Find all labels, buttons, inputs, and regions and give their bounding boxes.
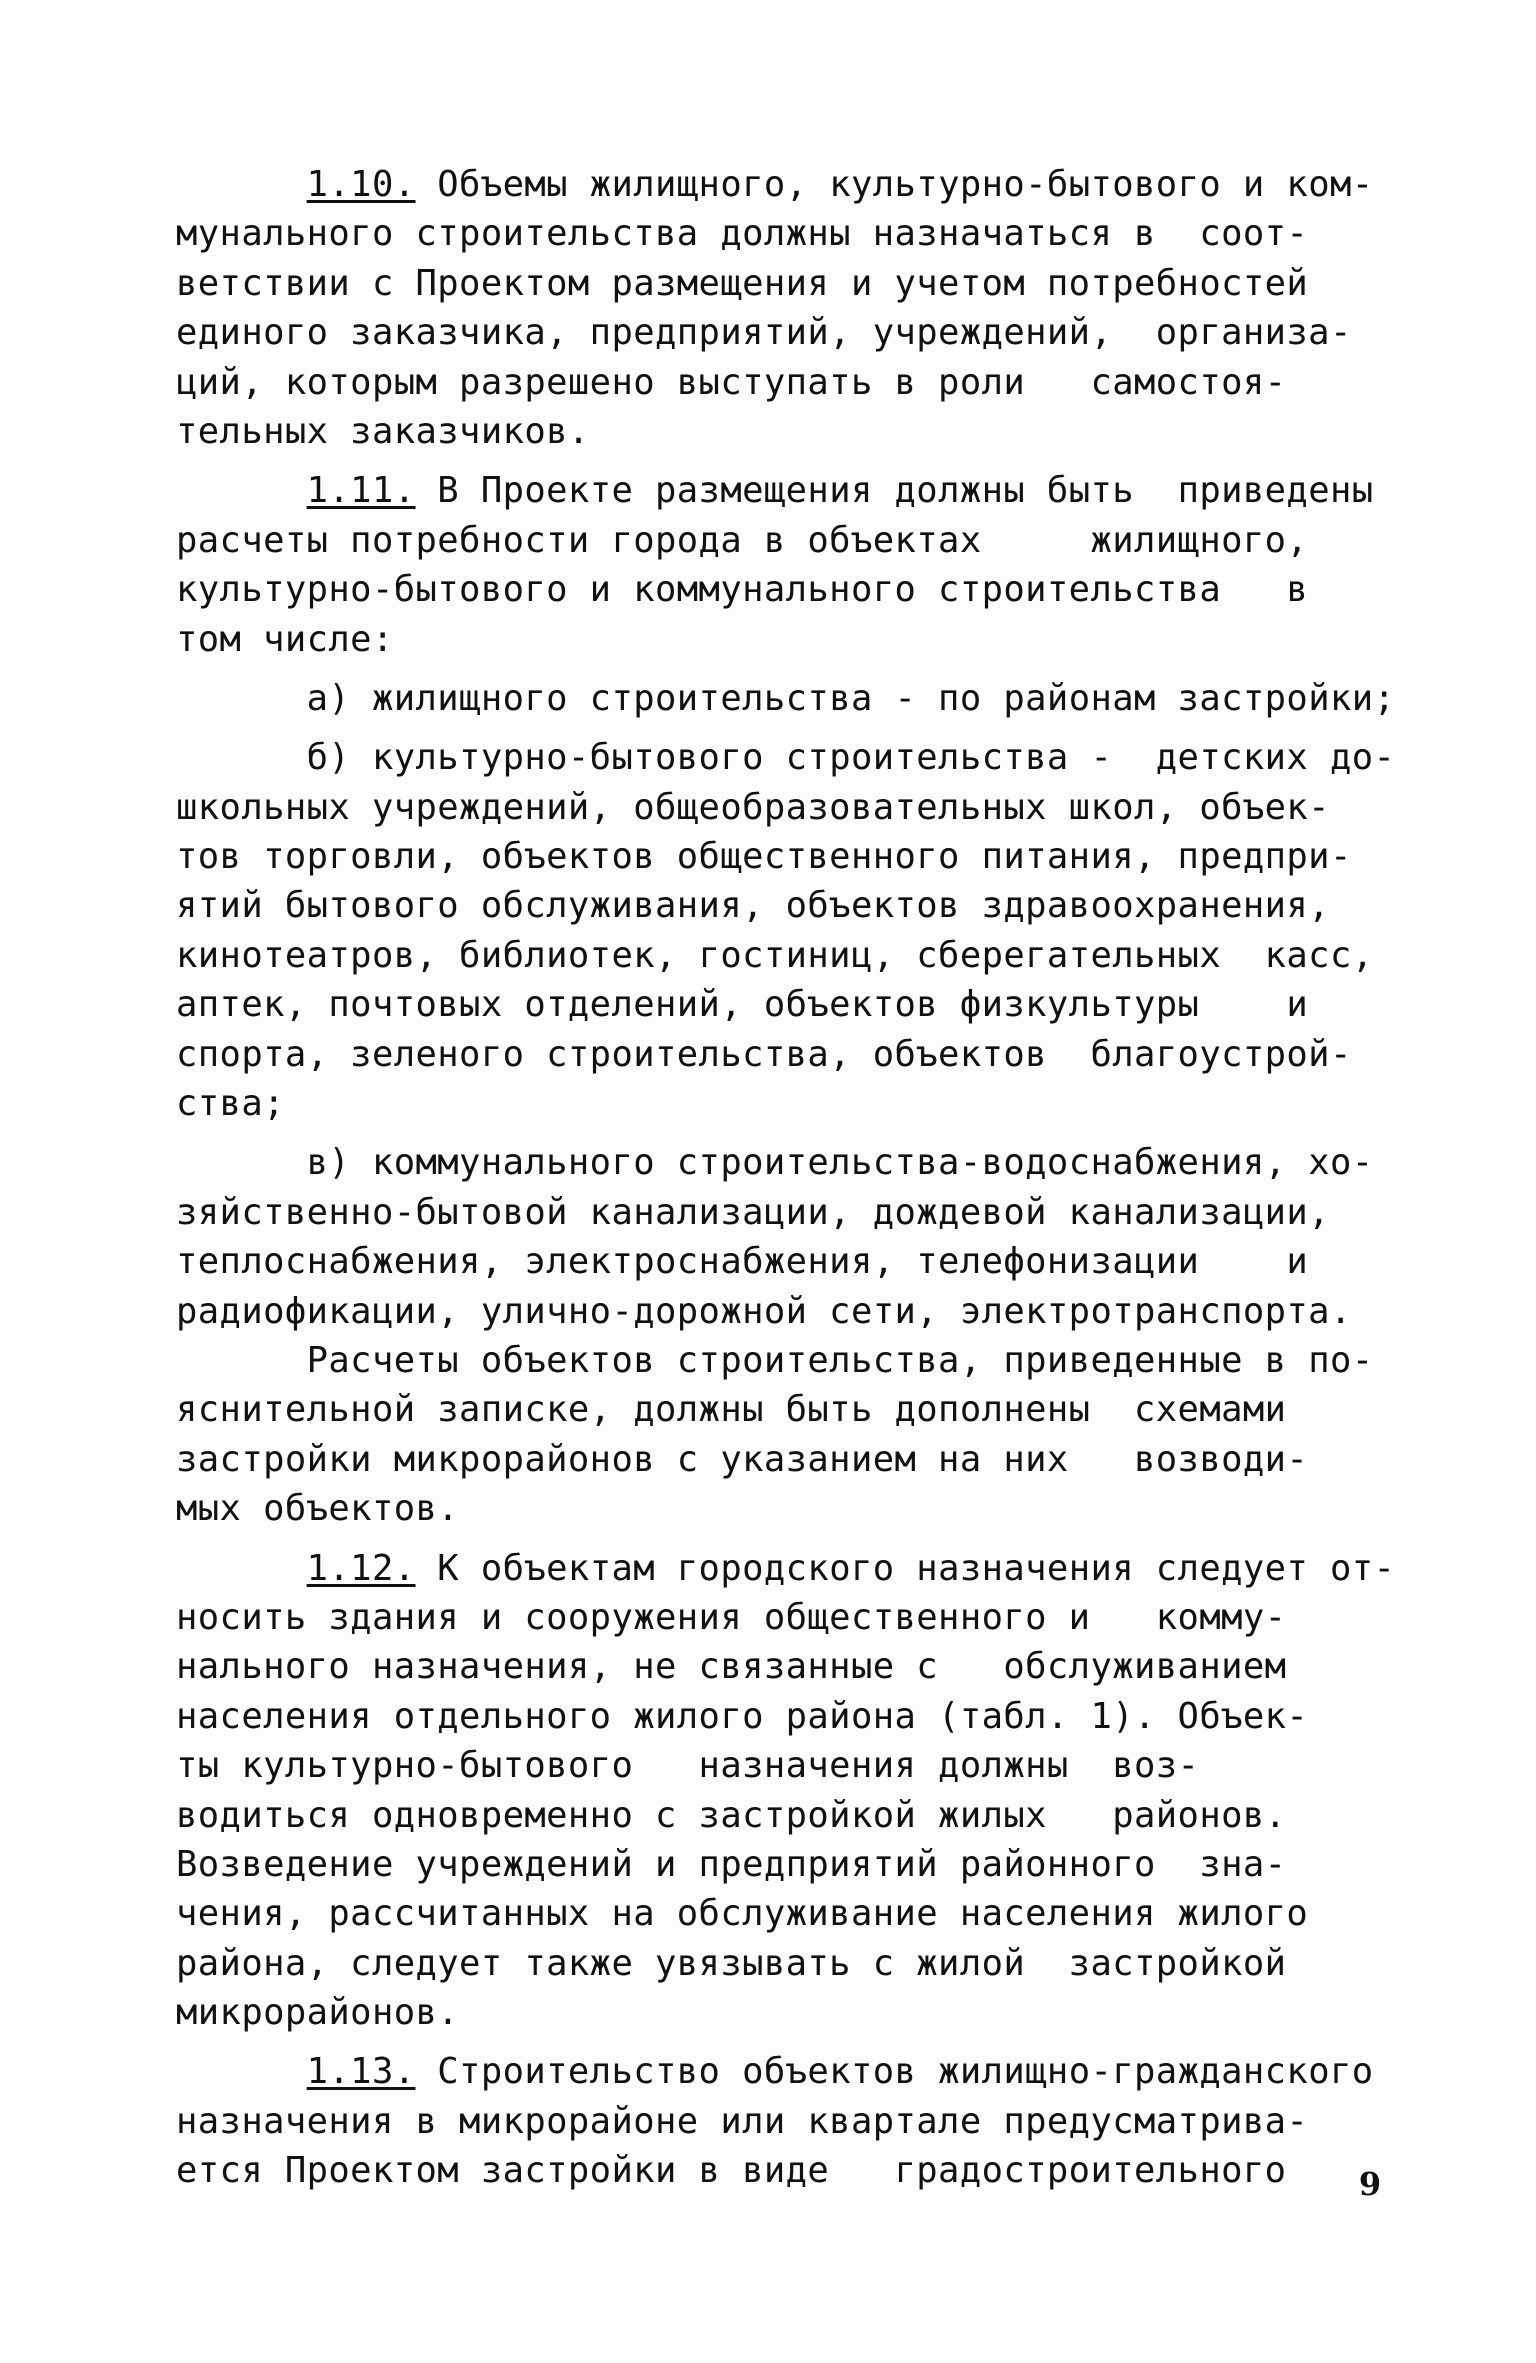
calc-line-2: яснительной записке, должны быть дополнены схемами xyxy=(176,1389,1287,1431)
clause-1-10-line-1 xyxy=(176,160,1386,209)
item-v-line-1 xyxy=(176,1138,1386,1187)
body-text xyxy=(176,160,1396,2196)
clause-1-10-line-4: единого заказчика, предприятий, учреждений, организа- xyxy=(176,312,1352,354)
clause-1-12-line-2: носить здания и сооружения общественного и комму- xyxy=(176,1596,1287,1638)
item-v-line-3: теплоснабжения, электроснабжения, телефонизации и xyxy=(176,1241,1309,1283)
clause-number-1-10: 1.10. xyxy=(306,164,416,205)
clause-1-10-line-2: мунального строительства должны назначаться в соот- xyxy=(176,213,1309,255)
item-b-line-1 xyxy=(176,733,1396,782)
item-v-text: в) коммунального строительства-водоснабжения, хо- xyxy=(306,1142,1374,1184)
item-b-line-3: тов торговли, объектов общественного питания, предпри- xyxy=(176,836,1352,878)
clause-1-10-line-3: ветствии с Проектом размещения и учетом потребностей xyxy=(176,262,1309,304)
clause-1-12-line-4: населения отдельного жилого района (табл. 1). Объек- xyxy=(176,1695,1309,1737)
item-a-text: а) жилищного строительства - по районам застройки; xyxy=(306,677,1396,719)
clause-number-1-12: 1.12. xyxy=(306,1547,416,1589)
clause-1-13-text: Строительство объектов жилищно-гражданского xyxy=(415,2051,1374,2093)
clause-1-12-line-6: водиться одновременно с застройкой жилых районов. xyxy=(176,1794,1287,1836)
clause-1-10-line-6: тельных заказчиков. xyxy=(176,410,590,452)
clause-number-1-13: 1.13. xyxy=(306,2051,416,2093)
item-v-line-4: радиофикации, улично-дорожной сети, электротранспорта. xyxy=(176,1290,1352,1332)
clause-1-13-line-1 xyxy=(176,2047,1386,2096)
clause-1-12-line-5: ты культурно-бытового назначения должны воз- xyxy=(176,1745,1200,1787)
clause-1-11-line-2: расчеты потребности города в объектах жилищного, xyxy=(176,519,1309,561)
item-b-line-7: спорта, зеленого строительства, объектов благоустрой- xyxy=(176,1033,1352,1075)
clause-1-12-line-9: района, следует также увязывать с жилой застройкой xyxy=(176,1942,1287,1984)
item-b-line-4: ятий бытового обслуживания, объектов здравоохранения, xyxy=(176,885,1330,927)
item-a-line-1 xyxy=(176,674,1396,723)
item-v-line-2: зяйственно-бытовой канализации, дождевой канализации, xyxy=(176,1191,1330,1233)
page-number: 9 xyxy=(1358,2165,1382,2203)
item-b-line-2: школьных учреждений, общеобразовательных школ, объек- xyxy=(176,786,1330,828)
clause-1-12-line-10: микрорайонов. xyxy=(176,1992,460,2034)
clause-1-12-line-8: чения, рассчитанных на обслуживание населения жилого xyxy=(176,1893,1309,1935)
clause-1-13-line-2: назначения в микрорайоне или квартале предусматрива- xyxy=(176,2100,1309,2142)
item-b-text: б) культурно-бытового строительства - детских до- xyxy=(306,737,1396,779)
calc-line-3: застройки микрорайонов с указанием на них возводи- xyxy=(176,1438,1309,1480)
calc-line-1 xyxy=(176,1336,1386,1385)
clause-1-10-text: Объемы жилищного, культурно-бытового и ком- xyxy=(415,164,1374,205)
clause-1-12-text: К объектам городского назначения следует от- xyxy=(415,1547,1396,1589)
item-b-line-8: ства; xyxy=(176,1083,285,1125)
clause-1-12-line-1 xyxy=(176,1544,1396,1593)
clause-1-13-line-3: ется Проектом застройки в виде градостроительного xyxy=(176,2150,1287,2192)
calc-line-4: мых объектов. xyxy=(176,1488,460,1530)
clause-number-1-11: 1.11. xyxy=(306,470,416,512)
clause-1-11-text: В Проекте размещения должны быть приведены xyxy=(415,470,1374,512)
clause-1-10-line-5: ций, которым разрешено выступать в роли самостоя- xyxy=(176,361,1287,403)
clause-1-12-line-3: нального назначения, не связанные с обслуживанием xyxy=(176,1646,1287,1688)
clause-1-11-line-3: культурно-бытового и коммунального строительства в xyxy=(176,569,1309,611)
item-b-line-6: аптек, почтовых отделений, объектов физкультуры и xyxy=(176,984,1309,1026)
clause-1-11-line-1 xyxy=(176,466,1386,515)
item-b-line-5: кинотеатров, библиотек, гостиниц, сберегательных касс, xyxy=(176,934,1374,976)
clause-1-11-line-4: том числе: xyxy=(176,618,394,660)
calc-text: Расчеты объектов строительства, приведенные в по- xyxy=(306,1339,1374,1381)
clause-1-12-line-7: Возведение учреждений и предприятий районного зна- xyxy=(176,1843,1287,1885)
